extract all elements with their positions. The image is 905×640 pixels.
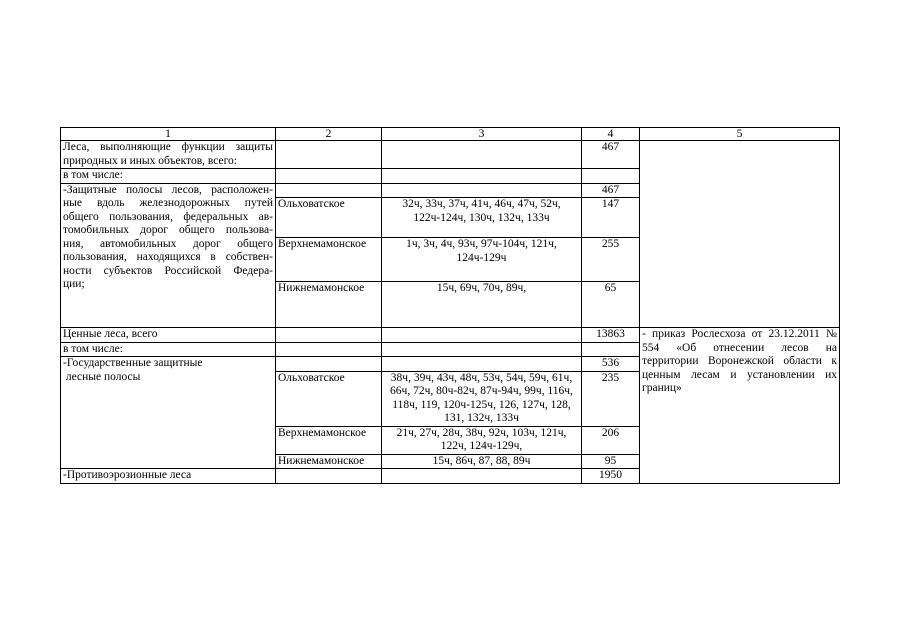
area: 147 bbox=[582, 198, 640, 238]
incl-label: в том числе: bbox=[61, 342, 276, 357]
erosion-forests-label: -Противоэрозионные леса bbox=[61, 469, 276, 484]
area: 65 bbox=[582, 282, 640, 328]
quarters: 38ч, 39ч, 43ч, 48ч, 53ч, 54ч, 59ч, 61ч, 66ч, 72ч, 80ч-82ч, 87ч-94ч, 99ч, 116ч, 118ч, 119, 120ч-125ч, 126, 127ч, 128, 131, 132ч, 133ч bbox=[382, 371, 582, 426]
header-col-5: 5 bbox=[640, 128, 840, 141]
valuable-forests-total-label: Ценные леса, всего bbox=[61, 328, 276, 343]
area: 255 bbox=[582, 238, 640, 282]
protective-forests-total-label: Леса, выполняющие функции защиты природных и иных объектов, всего: bbox=[61, 141, 276, 169]
table-row bbox=[61, 141, 840, 169]
quarters: 1ч, 3ч, 4ч, 93ч, 97ч-104ч, 121ч, 124ч-129ч bbox=[382, 238, 582, 282]
state-protective-strips-value: 536 bbox=[582, 357, 640, 372]
protective-forests-total-value: 467 bbox=[582, 141, 640, 169]
valuable-forests-total-value: 13863 bbox=[582, 328, 640, 343]
district: Верхнемамонское bbox=[276, 426, 382, 454]
area: 206 bbox=[582, 426, 640, 454]
quarters: 15ч, 69ч, 70ч, 89ч, bbox=[382, 282, 582, 328]
quarters: 15ч, 86ч, 87, 88, 89ч bbox=[382, 454, 582, 469]
note-cell-section1 bbox=[640, 141, 840, 328]
order-note: - приказ Рослесхоза от 23.12.2011 № 554 «Об отнесении лесов на территории Воронежской области к ценным лесам и установлении их границ» bbox=[640, 328, 840, 484]
area: 95 bbox=[582, 454, 640, 469]
header-col-2: 2 bbox=[276, 128, 382, 141]
quarters: 21ч, 27ч, 28ч, 38ч, 92ч, 103ч, 121ч, 122ч, 124ч-129ч, bbox=[382, 426, 582, 454]
district: Нижнемамонское bbox=[276, 454, 382, 469]
protective-strips-label: -Защитные полосы лесов, расположен- ные вдоль железнодорожных путей общего пользования, федеральных ав- томобильных дорог общего пользова- ния, автомобильных дорог общего пользования, находящихся в собствен- ности субъектов Российской Федера- ции; bbox=[61, 183, 276, 328]
protective-strips-value: 467 bbox=[582, 183, 640, 198]
quarters: 32ч, 33ч, 37ч, 41ч, 46ч, 47ч, 52ч, 122ч-124ч, 130ч, 132ч, 133ч bbox=[382, 198, 582, 238]
header-row bbox=[61, 128, 840, 141]
state-protective-strips-label: -Государственные защитные лесные полосы bbox=[61, 357, 276, 469]
erosion-forests-value: 1950 bbox=[582, 469, 640, 484]
table-row bbox=[61, 328, 840, 343]
district: Ольховатское bbox=[276, 198, 382, 238]
district: Ольховатское bbox=[276, 371, 382, 426]
incl-label: в том числе: bbox=[61, 169, 276, 184]
forest-table bbox=[60, 127, 840, 484]
area: 235 bbox=[582, 371, 640, 426]
district: Верхнемамонское bbox=[276, 238, 382, 282]
header-col-1: 1 bbox=[61, 128, 276, 141]
header-col-4: 4 bbox=[582, 128, 640, 141]
district: Нижнемамонское bbox=[276, 282, 382, 328]
header-col-3: 3 bbox=[382, 128, 582, 141]
